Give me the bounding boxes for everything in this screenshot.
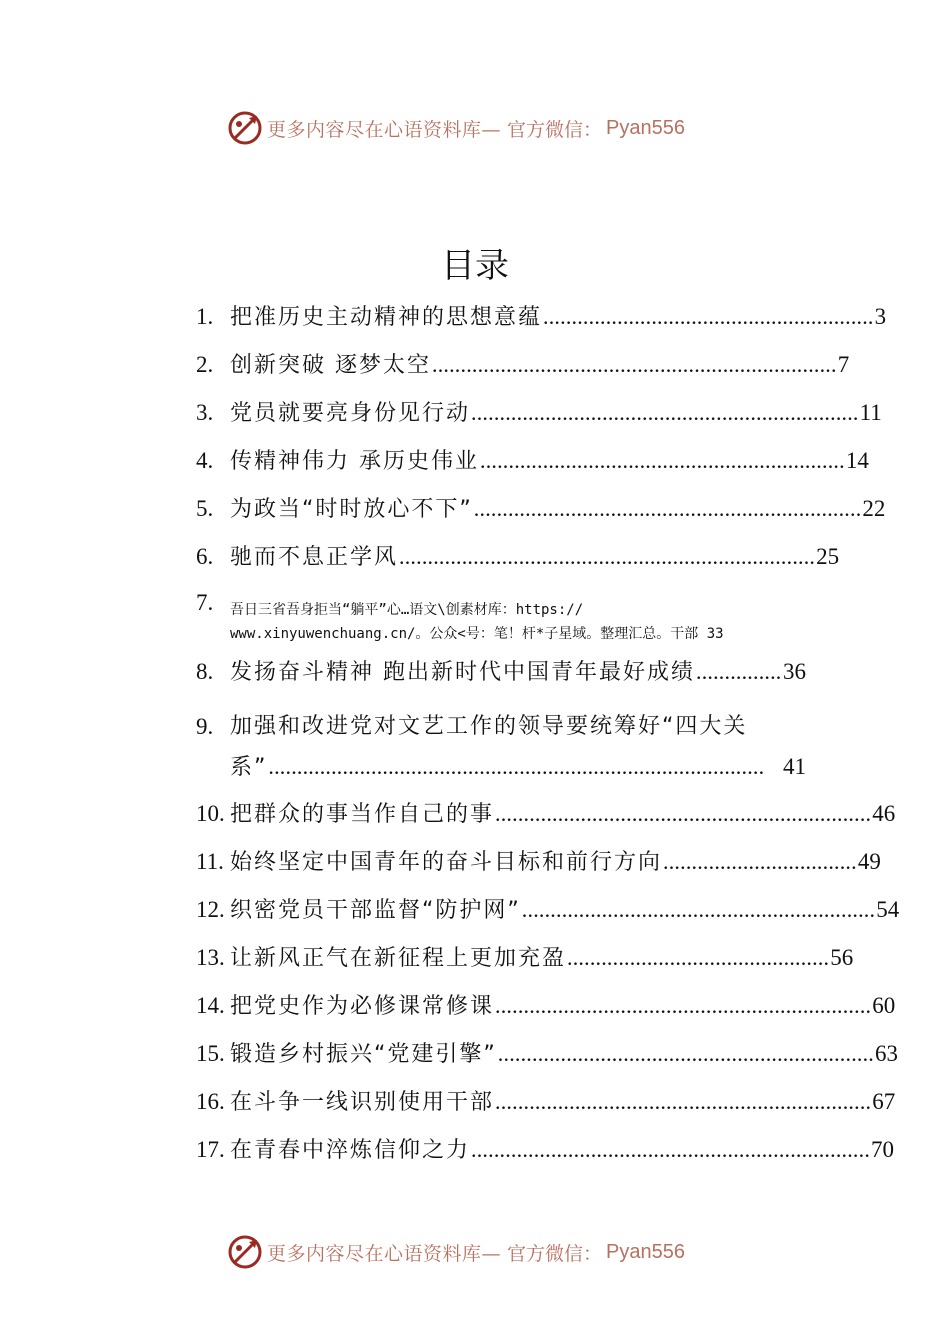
toc-page-number: 60 (872, 993, 896, 1018)
toc-leader-dots: .......................................................... (543, 304, 874, 329)
toc-number: 4. (196, 448, 214, 473)
toc-entry[interactable] (196, 845, 881, 893)
toc-title: 让新风正气在新征程上更加充盈 (230, 946, 567, 971)
toc-title: 始终坚定中国青年的奋斗目标和前行方向 (230, 850, 663, 875)
toc-entry[interactable] (196, 1133, 895, 1181)
toc-number: 11. (196, 849, 224, 874)
toc-title: 在青春中淬炼信仰之力 (230, 1138, 471, 1163)
toc-leader-dots: ......................................................................... (399, 544, 816, 569)
toc-page-number: 46 (872, 801, 896, 826)
toc-entry[interactable] (196, 655, 806, 703)
toc-entry[interactable] (196, 540, 840, 588)
toc-title: 创新突破 逐梦太空 (230, 353, 431, 378)
toc-leader-dots: ............... (696, 659, 782, 684)
toc-page-number: 54 (876, 897, 900, 922)
toc-entry[interactable] (196, 444, 869, 492)
toc-title-watermark-text (230, 588, 724, 655)
toc-page-number: 49 (857, 849, 881, 874)
toc-number: 17. (196, 1137, 225, 1162)
toc-number: 12. (196, 897, 225, 922)
toc-number: 5. (196, 496, 214, 521)
toc-leader-dots: ...................................................................... (471, 1137, 871, 1162)
toc-entry[interactable] (196, 348, 850, 396)
toc-title: 把群众的事当作自己的事 (230, 802, 495, 827)
toc-entry[interactable] (196, 797, 896, 845)
toc-entry[interactable] (196, 300, 887, 348)
toc-number: 1. (196, 304, 214, 329)
toc-title: 把准历史主动精神的思想意蕴 (230, 305, 543, 330)
toc-page-number: 63 (875, 1041, 898, 1066)
banner-text: 更多内容尽在心语资料库— (267, 1242, 502, 1265)
banner-wechat-id: Pyan556 (606, 116, 685, 139)
pen-logo-icon (227, 110, 263, 146)
toc-entry[interactable] (196, 588, 806, 655)
toc-entry[interactable] (196, 941, 854, 989)
table-of-contents (196, 300, 900, 1181)
toc-number: 10. (196, 801, 225, 826)
toc-entry[interactable] (196, 492, 886, 540)
toc-entry[interactable] (196, 703, 806, 797)
toc-number: 13. (196, 945, 225, 970)
toc-entry[interactable] (196, 396, 882, 444)
toc-page-number: 22 (862, 496, 886, 521)
banner-text: 更多内容尽在心语资料库— (267, 118, 502, 141)
toc-title: 把党史作为必修课常修课 (230, 994, 495, 1019)
toc-title: 加强和改进党对文艺工作的领导要统筹好“四大关 (230, 714, 748, 739)
toc-leader-dots: .................................................................. (495, 801, 872, 826)
toc-entry[interactable] (196, 1037, 898, 1085)
toc-title: 在斗争一线识别使用干部 (230, 1090, 495, 1115)
toc-number: 9. (196, 714, 214, 739)
toc-page-number: 3 (874, 304, 887, 329)
toc-page-number: 56 (830, 945, 854, 970)
pen-logo-icon (227, 1234, 263, 1270)
toc-entry[interactable] (196, 989, 896, 1037)
header-banner (0, 108, 950, 148)
toc-leader-dots: .................................................................. (495, 993, 872, 1018)
toc-number: 6. (196, 544, 214, 569)
toc-title: 传精神伟力 承历史伟业 (230, 449, 479, 474)
toc-page-number: 25 (816, 544, 840, 569)
toc-leader-dots: .................................................................... (473, 496, 862, 521)
toc-page-number: 11 (859, 400, 882, 425)
toc-page-number: 36 (783, 659, 806, 684)
toc-title: 为政当“时时放心不下” (230, 497, 473, 522)
toc-entry[interactable] (196, 1085, 896, 1133)
toc-page-number: 41 (783, 754, 806, 779)
toc-number: 3. (196, 400, 214, 425)
toc-leader-dots: .................................. (663, 849, 857, 874)
toc-title-continued: 系” (230, 755, 268, 780)
toc-title: 锻造乡村振兴“党建引擎” (230, 1042, 497, 1067)
toc-leader-dots: .................................................................... (471, 400, 859, 425)
toc-number: 8. (196, 659, 214, 684)
toc-entry[interactable] (196, 893, 900, 941)
toc-title: 织密党员干部监督“防护网” (230, 898, 521, 923)
toc-number: 14. (196, 993, 225, 1018)
banner-wechat-id: Pyan556 (606, 1240, 685, 1263)
toc-page-number: 14 (845, 448, 869, 473)
page-title: 目录 (441, 246, 509, 286)
toc-page-number: 7 (837, 352, 850, 377)
toc-title: 发扬奋斗精神 跑出新时代中国青年最好成绩 (230, 660, 695, 685)
toc-leader-dots: .................................................................. (495, 1089, 872, 1114)
banner-wechat-label: 官方微信： (507, 118, 603, 141)
toc-leader-dots: .............................................................. (521, 897, 876, 922)
toc-page-number: 70 (871, 1137, 895, 1162)
toc-leader-dots: .............................................. (567, 945, 830, 970)
toc-number: 2. (196, 352, 214, 377)
toc-title: 党员就要亮身份见行动 (230, 401, 471, 426)
toc-title: 驰而不息正学风 (230, 545, 399, 570)
toc-leader-dots: ....................................................................................... (268, 754, 765, 779)
toc-leader-dots: .................................................................. (497, 1041, 874, 1066)
toc-number: 16. (196, 1089, 225, 1114)
toc-page-number: 67 (872, 1089, 896, 1114)
toc-number: 7. (196, 590, 214, 615)
toc-title-line: 吾日三省吾身拒当“躺平”心…语文\创素材库：https:// (230, 602, 584, 618)
toc-title-line: www.xinyuwenchuang.cn/。公众<号：笔！杆*子星域。整理汇总。干部 33 (230, 626, 724, 642)
toc-leader-dots: ................................................................ (480, 448, 845, 473)
toc-number: 15. (196, 1041, 225, 1066)
toc-leader-dots: ....................................................................... (432, 352, 837, 377)
banner-wechat-label: 官方微信： (507, 1242, 603, 1265)
footer-banner (0, 1232, 950, 1272)
